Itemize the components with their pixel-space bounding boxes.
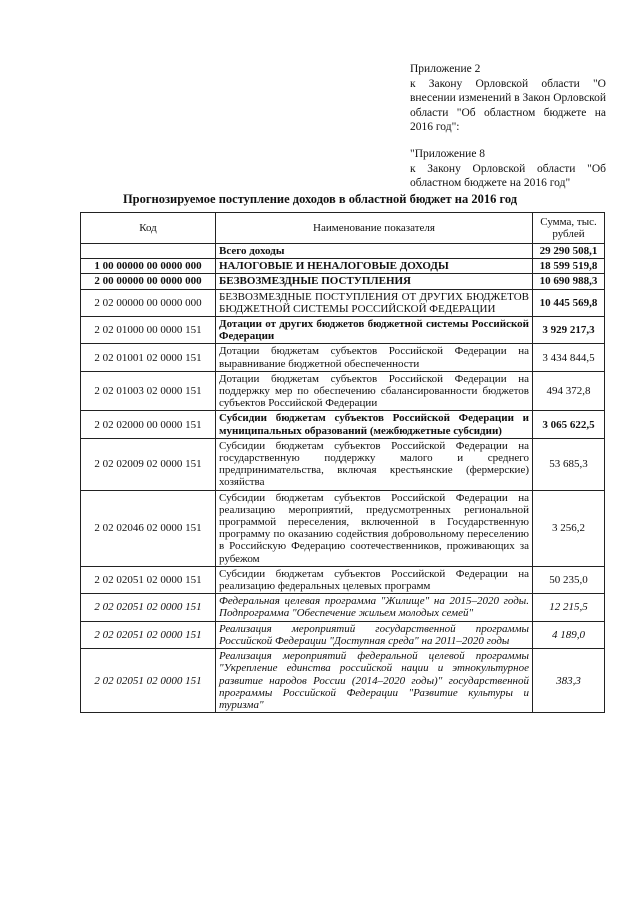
row-code bbox=[81, 244, 216, 259]
table-row bbox=[81, 594, 605, 621]
table-body bbox=[81, 244, 605, 713]
row-code: 2 02 02000 00 0000 151 bbox=[81, 411, 216, 438]
table-row bbox=[81, 344, 605, 371]
table-row bbox=[81, 621, 605, 648]
row-amount: 383,3 bbox=[533, 649, 605, 713]
annex-2-reference: к Закону Орловской области "О внесении изменений в Закон Орловской области "Об областном бюджете на 2016 год": bbox=[410, 77, 606, 133]
annex-8-title: "Приложение 8 bbox=[410, 148, 486, 160]
table-row bbox=[81, 244, 605, 259]
row-code: 2 02 02051 02 0000 151 bbox=[81, 621, 216, 648]
row-name: Субсидии бюджетам субъектов Российской Федерации на реализацию федеральных целевых программ bbox=[216, 566, 533, 593]
row-code: 2 02 02051 02 0000 151 bbox=[81, 594, 216, 621]
table-row bbox=[81, 259, 605, 274]
row-name: Субсидии бюджетам субъектов Российской Федерации на реализацию мероприятий, предусмотренных региональной программой переселения, включенной в Государственную программу по оказанию содействия добровольному переселению в Российскую Федерацию соотечественников, проживающих за рубежом bbox=[216, 490, 533, 566]
row-code: 2 02 02051 02 0000 151 bbox=[81, 566, 216, 593]
table-row bbox=[81, 371, 605, 411]
row-code: 1 00 00000 00 0000 000 bbox=[81, 259, 216, 274]
table-row bbox=[81, 490, 605, 566]
row-name: НАЛОГОВЫЕ И НЕНАЛОГОВЫЕ ДОХОДЫ bbox=[216, 259, 533, 274]
row-amount: 4 189,0 bbox=[533, 621, 605, 648]
table-row bbox=[81, 438, 605, 490]
table-row bbox=[81, 411, 605, 438]
row-amount: 12 215,5 bbox=[533, 594, 605, 621]
row-amount: 50 235,0 bbox=[533, 566, 605, 593]
row-code: 2 02 02046 02 0000 151 bbox=[81, 490, 216, 566]
row-name: Дотации от других бюджетов бюджетной системы Российской Федерации bbox=[216, 317, 533, 344]
table-row bbox=[81, 289, 605, 316]
header-amount: Сумма, тыс. рублей bbox=[533, 213, 605, 244]
row-name: Всего доходы bbox=[216, 244, 533, 259]
page-title: Прогнозируемое поступление доходов в областной бюджет на 2016 год bbox=[122, 192, 518, 206]
table-row bbox=[81, 649, 605, 713]
annex-8-reference: к Закону Орловской области "Об областном бюджете на 2016 год" bbox=[410, 162, 606, 189]
row-amount: 3 256,2 bbox=[533, 490, 605, 566]
row-code: 2 00 00000 00 0000 000 bbox=[81, 274, 216, 289]
table-row bbox=[81, 274, 605, 289]
row-name: Субсидии бюджетам субъектов Российской Федерации и муниципальных образований (межбюджетные субсидии) bbox=[216, 411, 533, 438]
row-name: Дотации бюджетам субъектов Российской Федерации на выравнивание бюджетной обеспеченности bbox=[216, 344, 533, 371]
row-amount: 3 929 217,3 bbox=[533, 317, 605, 344]
annex-2-title: Приложение 2 bbox=[410, 63, 481, 75]
row-code: 2 02 02009 02 0000 151 bbox=[81, 438, 216, 490]
row-amount: 494 372,8 bbox=[533, 371, 605, 411]
row-amount: 10 445 569,8 bbox=[533, 289, 605, 316]
header-name: Наименование показателя bbox=[216, 213, 533, 244]
row-code: 2 02 01000 00 0000 151 bbox=[81, 317, 216, 344]
row-amount: 3 065 622,5 bbox=[533, 411, 605, 438]
row-name: Субсидии бюджетам субъектов Российской Федерации на государственную поддержку малого и среднего предпринимательства, включая крестьянские (фермерские) хозяйства bbox=[216, 438, 533, 490]
row-amount: 18 599 519,8 bbox=[533, 259, 605, 274]
row-name: Реализация мероприятий государственной программы Российской Федерации "Доступная среда" на 2011–2020 годы bbox=[216, 621, 533, 648]
row-name: Реализация мероприятий федеральной целевой программы "Укрепление единства российской нации и этнокультурное развитие народов России (2014–2020 годы)" государственной программы Российской Федерации "Развитие культуры и туризма" bbox=[216, 649, 533, 713]
annex-2-header bbox=[410, 62, 606, 135]
row-amount: 53 685,3 bbox=[533, 438, 605, 490]
annex-8-header bbox=[410, 147, 606, 191]
row-name: Федеральная целевая программа "Жилище" на 2015–2020 годы. Подпрограмма "Обеспечение жильем молодых семей" bbox=[216, 594, 533, 621]
row-code: 2 02 02051 02 0000 151 bbox=[81, 649, 216, 713]
row-amount: 3 434 844,5 bbox=[533, 344, 605, 371]
table-header-row bbox=[81, 213, 605, 244]
row-code: 2 02 00000 00 0000 000 bbox=[81, 289, 216, 316]
row-name: БЕЗВОЗМЕЗДНЫЕ ПОСТУПЛЕНИЯ bbox=[216, 274, 533, 289]
row-code: 2 02 01001 02 0000 151 bbox=[81, 344, 216, 371]
row-amount: 29 290 508,1 bbox=[533, 244, 605, 259]
table-row bbox=[81, 317, 605, 344]
row-code: 2 02 01003 02 0000 151 bbox=[81, 371, 216, 411]
header-code: Код bbox=[81, 213, 216, 244]
row-name: БЕЗВОЗМЕЗДНЫЕ ПОСТУПЛЕНИЯ ОТ ДРУГИХ БЮДЖЕТОВ БЮДЖЕТНОЙ СИСТЕМЫ РОССИЙСКОЙ ФЕДЕРАЦИИ bbox=[216, 289, 533, 316]
income-table bbox=[80, 212, 605, 713]
row-amount: 10 690 988,3 bbox=[533, 274, 605, 289]
row-name: Дотации бюджетам субъектов Российской Федерации на поддержку мер по обеспечению сбалансированности бюджетов субъектов Российской Федерации bbox=[216, 371, 533, 411]
table-row bbox=[81, 566, 605, 593]
